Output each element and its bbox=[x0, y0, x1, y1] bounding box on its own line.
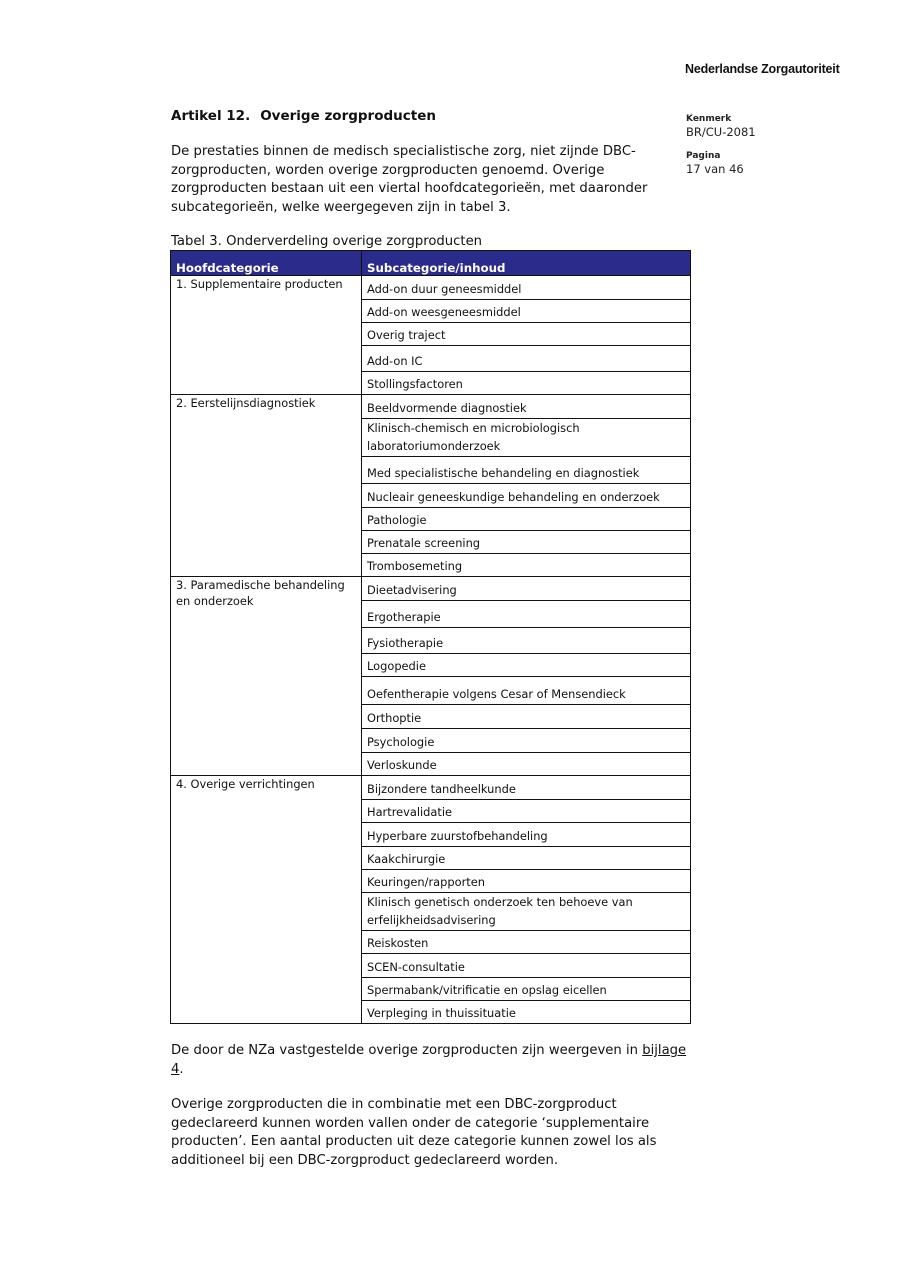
table-row bbox=[171, 276, 691, 300]
subcategorie-cell: Dieetadvisering bbox=[362, 577, 691, 601]
subcategory-table bbox=[170, 250, 691, 1024]
subcategorie-cell: Prenatale screening bbox=[362, 531, 691, 554]
supplementary-paragraph: Overige zorgproducten die in combinatie met een DBC-zorgproduct gedeclareerd kunnen worden vallen onder de categorie ‘supplementaire producten’. Een aantal producten uit deze categorie kunnen zowel los als additioneel bij een DBC-zorgproduct gedeclareerd worden. bbox=[171, 1097, 657, 1168]
pagina-block bbox=[686, 150, 744, 176]
subcategorie-cell: Hartrevalidatie bbox=[362, 800, 691, 823]
subcategorie-cell: Med specialistische behandeling en diagnostiek bbox=[362, 457, 691, 484]
organization-name: Nederlandse Zorgautoriteit bbox=[685, 62, 840, 76]
subcategorie-cell: Kaakchirurgie bbox=[362, 847, 691, 870]
table-row bbox=[171, 395, 691, 419]
subcategorie-cell: Reiskosten bbox=[362, 931, 691, 954]
subcategorie-cell: Overig traject bbox=[362, 323, 691, 346]
bijlage-link[interactable]: bijlage 4 bbox=[171, 1043, 687, 1077]
subcategorie-cell: Beeldvormende diagnostiek bbox=[362, 395, 691, 419]
subcategorie-cell: Spermabank/vitrificatie en opslag eicellen bbox=[362, 978, 691, 1001]
subcategorie-cell: Logopedie bbox=[362, 654, 691, 677]
pagina-value: 17 van 46 bbox=[686, 162, 744, 176]
table-row bbox=[171, 776, 691, 800]
bijlage-text: De door de NZa vastgestelde overige zorgproducten zijn weergeven in bbox=[171, 1043, 638, 1058]
kenmerk-label: Kenmerk bbox=[686, 114, 732, 124]
subcategorie-cell: Trombosemeting bbox=[362, 554, 691, 577]
subcategorie-cell: Pathologie bbox=[362, 508, 691, 531]
article-number: Artikel 12. bbox=[171, 108, 251, 124]
table-caption: Tabel 3. Onderverdeling overige zorgproducten bbox=[171, 234, 483, 249]
subcategorie-cell: Nucleair geneeskundige behandeling en onderzoek bbox=[362, 484, 691, 508]
subcategorie-cell: Ergotherapie bbox=[362, 601, 691, 628]
hoofdcategorie-cell: 2. Eerstelijnsdiagnostiek bbox=[171, 395, 362, 577]
subcategorie-cell: Add-on duur geneesmiddel bbox=[362, 276, 691, 300]
kenmerk-value: BR/CU-2081 bbox=[686, 125, 756, 139]
pagina-label: Pagina bbox=[686, 151, 721, 161]
subcategorie-cell: Add-on weesgeneesmiddel bbox=[362, 300, 691, 323]
subcategorie-cell: Orthoptie bbox=[362, 705, 691, 729]
subcategorie-cell: Stollingsfactoren bbox=[362, 372, 691, 395]
bijlage-period: . bbox=[179, 1061, 184, 1077]
article-heading bbox=[171, 108, 436, 124]
subcategorie-cell: Klinisch genetisch onderzoek ten behoeve van erfelijkheidsadvisering bbox=[362, 893, 691, 931]
subcategorie-cell: Bijzondere tandheelkunde bbox=[362, 776, 691, 800]
subcategorie-cell: Keuringen/rapporten bbox=[362, 870, 691, 893]
table-header-row bbox=[171, 251, 691, 276]
column-header-subcategorie: Subcategorie/inhoud bbox=[362, 251, 691, 276]
hoofdcategorie-cell: 3. Paramedische behandeling en onderzoek bbox=[171, 577, 362, 776]
hoofdcategorie-cell: 1. Supplementaire producten bbox=[171, 276, 362, 395]
intro-paragraph: De prestaties binnen de medisch specialistische zorg, niet zijnde DBC-zorgproducten, worden overige zorgproducten genoemd. Overige zorgproducten bestaan uit een viertal hoofdcategorieën, met daaronder subcategorieën, welke weergegeven zijn in tabel 3. bbox=[171, 144, 648, 215]
subcategorie-cell: Klinisch-chemisch en microbiologisch laboratoriumonderzoek bbox=[362, 419, 691, 457]
subcategorie-cell: Psychologie bbox=[362, 729, 691, 753]
subcategorie-cell: Verpleging in thuissituatie bbox=[362, 1001, 691, 1024]
subcategorie-cell: SCEN-consultatie bbox=[362, 954, 691, 978]
subcategorie-cell: Hyperbare zuurstofbehandeling bbox=[362, 823, 691, 847]
subcategorie-cell: Fysiotherapie bbox=[362, 628, 691, 654]
column-header-hoofdcategorie: Hoofdcategorie bbox=[171, 251, 362, 276]
article-title: Overige zorgproducten bbox=[260, 108, 436, 124]
kenmerk-block bbox=[686, 113, 756, 139]
subcategorie-cell: Verloskunde bbox=[362, 753, 691, 776]
subcategorie-cell: Oefentherapie volgens Cesar of Mensendieck bbox=[362, 677, 691, 705]
table-row bbox=[171, 577, 691, 601]
hoofdcategorie-cell: 4. Overige verrichtingen bbox=[171, 776, 362, 1024]
bijlage-paragraph bbox=[171, 1042, 691, 1079]
subcategorie-cell: Add-on IC bbox=[362, 346, 691, 372]
